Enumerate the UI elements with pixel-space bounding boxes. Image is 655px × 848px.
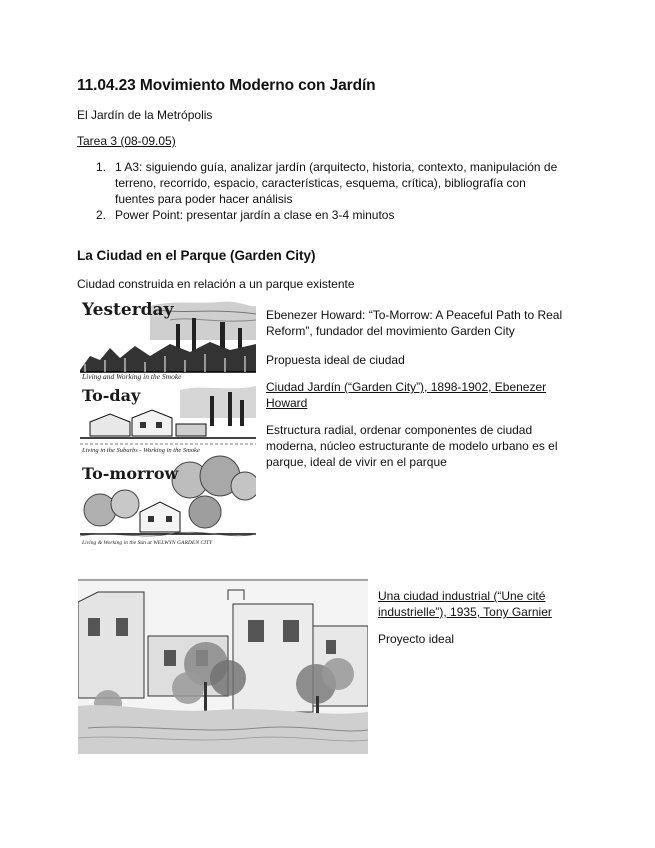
cite-industrielle-drawing <box>78 578 368 754</box>
list-item-text: 1 A3: siguiendo guía, analizar jardín (arquitecto, historia, contexto, manipulación de terreno, recorrido, espacio, características, esquema, crítica), bibliografía con fuentes para poder hacer análisis <box>115 160 558 206</box>
cite-industrielle-heading: Una ciudad industrial (“Une cité industrielle”), 1935, Tony Garnier <box>378 589 552 619</box>
panel-yesterday-caption: Living and Working in the Smoke <box>82 372 182 381</box>
panel-today-title: To-day <box>82 386 141 405</box>
ideal-project-paragraph: Proyecto ideal <box>378 632 455 646</box>
page-title: 11.04.23 Movimiento Moderno con Jardín <box>77 77 376 94</box>
page-subtitle: El Jardín de la Metrópolis <box>77 108 213 122</box>
task-list-item <box>77 159 567 207</box>
list-number: 2. <box>96 208 107 222</box>
structure-paragraph: Estructura radial, ordenar componentes de ciudad moderna, núcleo estructurante de modelo urbano es el parque, ideal de vivir en el parque <box>266 423 558 469</box>
cite-industrielle-illustration <box>78 578 368 754</box>
panel-yesterday-title: Yesterday <box>82 300 174 320</box>
panel-tomorrow-caption: Living & Working in the Sun at WELWYN GARDEN CITY <box>82 540 213 546</box>
list-number: 1. <box>96 160 107 174</box>
list-item-text: Power Point: presentar jardín a clase en 3-4 minutos <box>115 208 395 222</box>
panel-today-caption: Living in the Suburbs - Working in the Smoke <box>82 447 200 454</box>
ideal-city-paragraph: Propuesta ideal de ciudad <box>266 353 405 367</box>
howard-paragraph: Ebenezer Howard: “To-Morrow: A Peaceful Path to Real Reform”, fundador del movimiento Garden City <box>266 308 563 338</box>
garden-city-illustration <box>80 300 256 552</box>
task-list-item <box>77 207 567 223</box>
garden-city-heading: Ciudad Jardín (“Garden City”), 1898-1902, Ebenezer Howard <box>266 380 547 410</box>
text-block-garden-city <box>266 307 568 470</box>
panel-tomorrow-title: To-morrow <box>82 464 179 483</box>
text-block-cite-industrielle <box>378 588 558 647</box>
illustration-drawing <box>80 300 256 552</box>
section-title: La Ciudad en el Parque (Garden City) <box>77 248 316 263</box>
task-list <box>77 159 567 223</box>
section-intro: Ciudad construida en relación a un parque existente <box>77 277 355 291</box>
task-label: Tarea 3 (08-09.05) <box>77 134 176 148</box>
